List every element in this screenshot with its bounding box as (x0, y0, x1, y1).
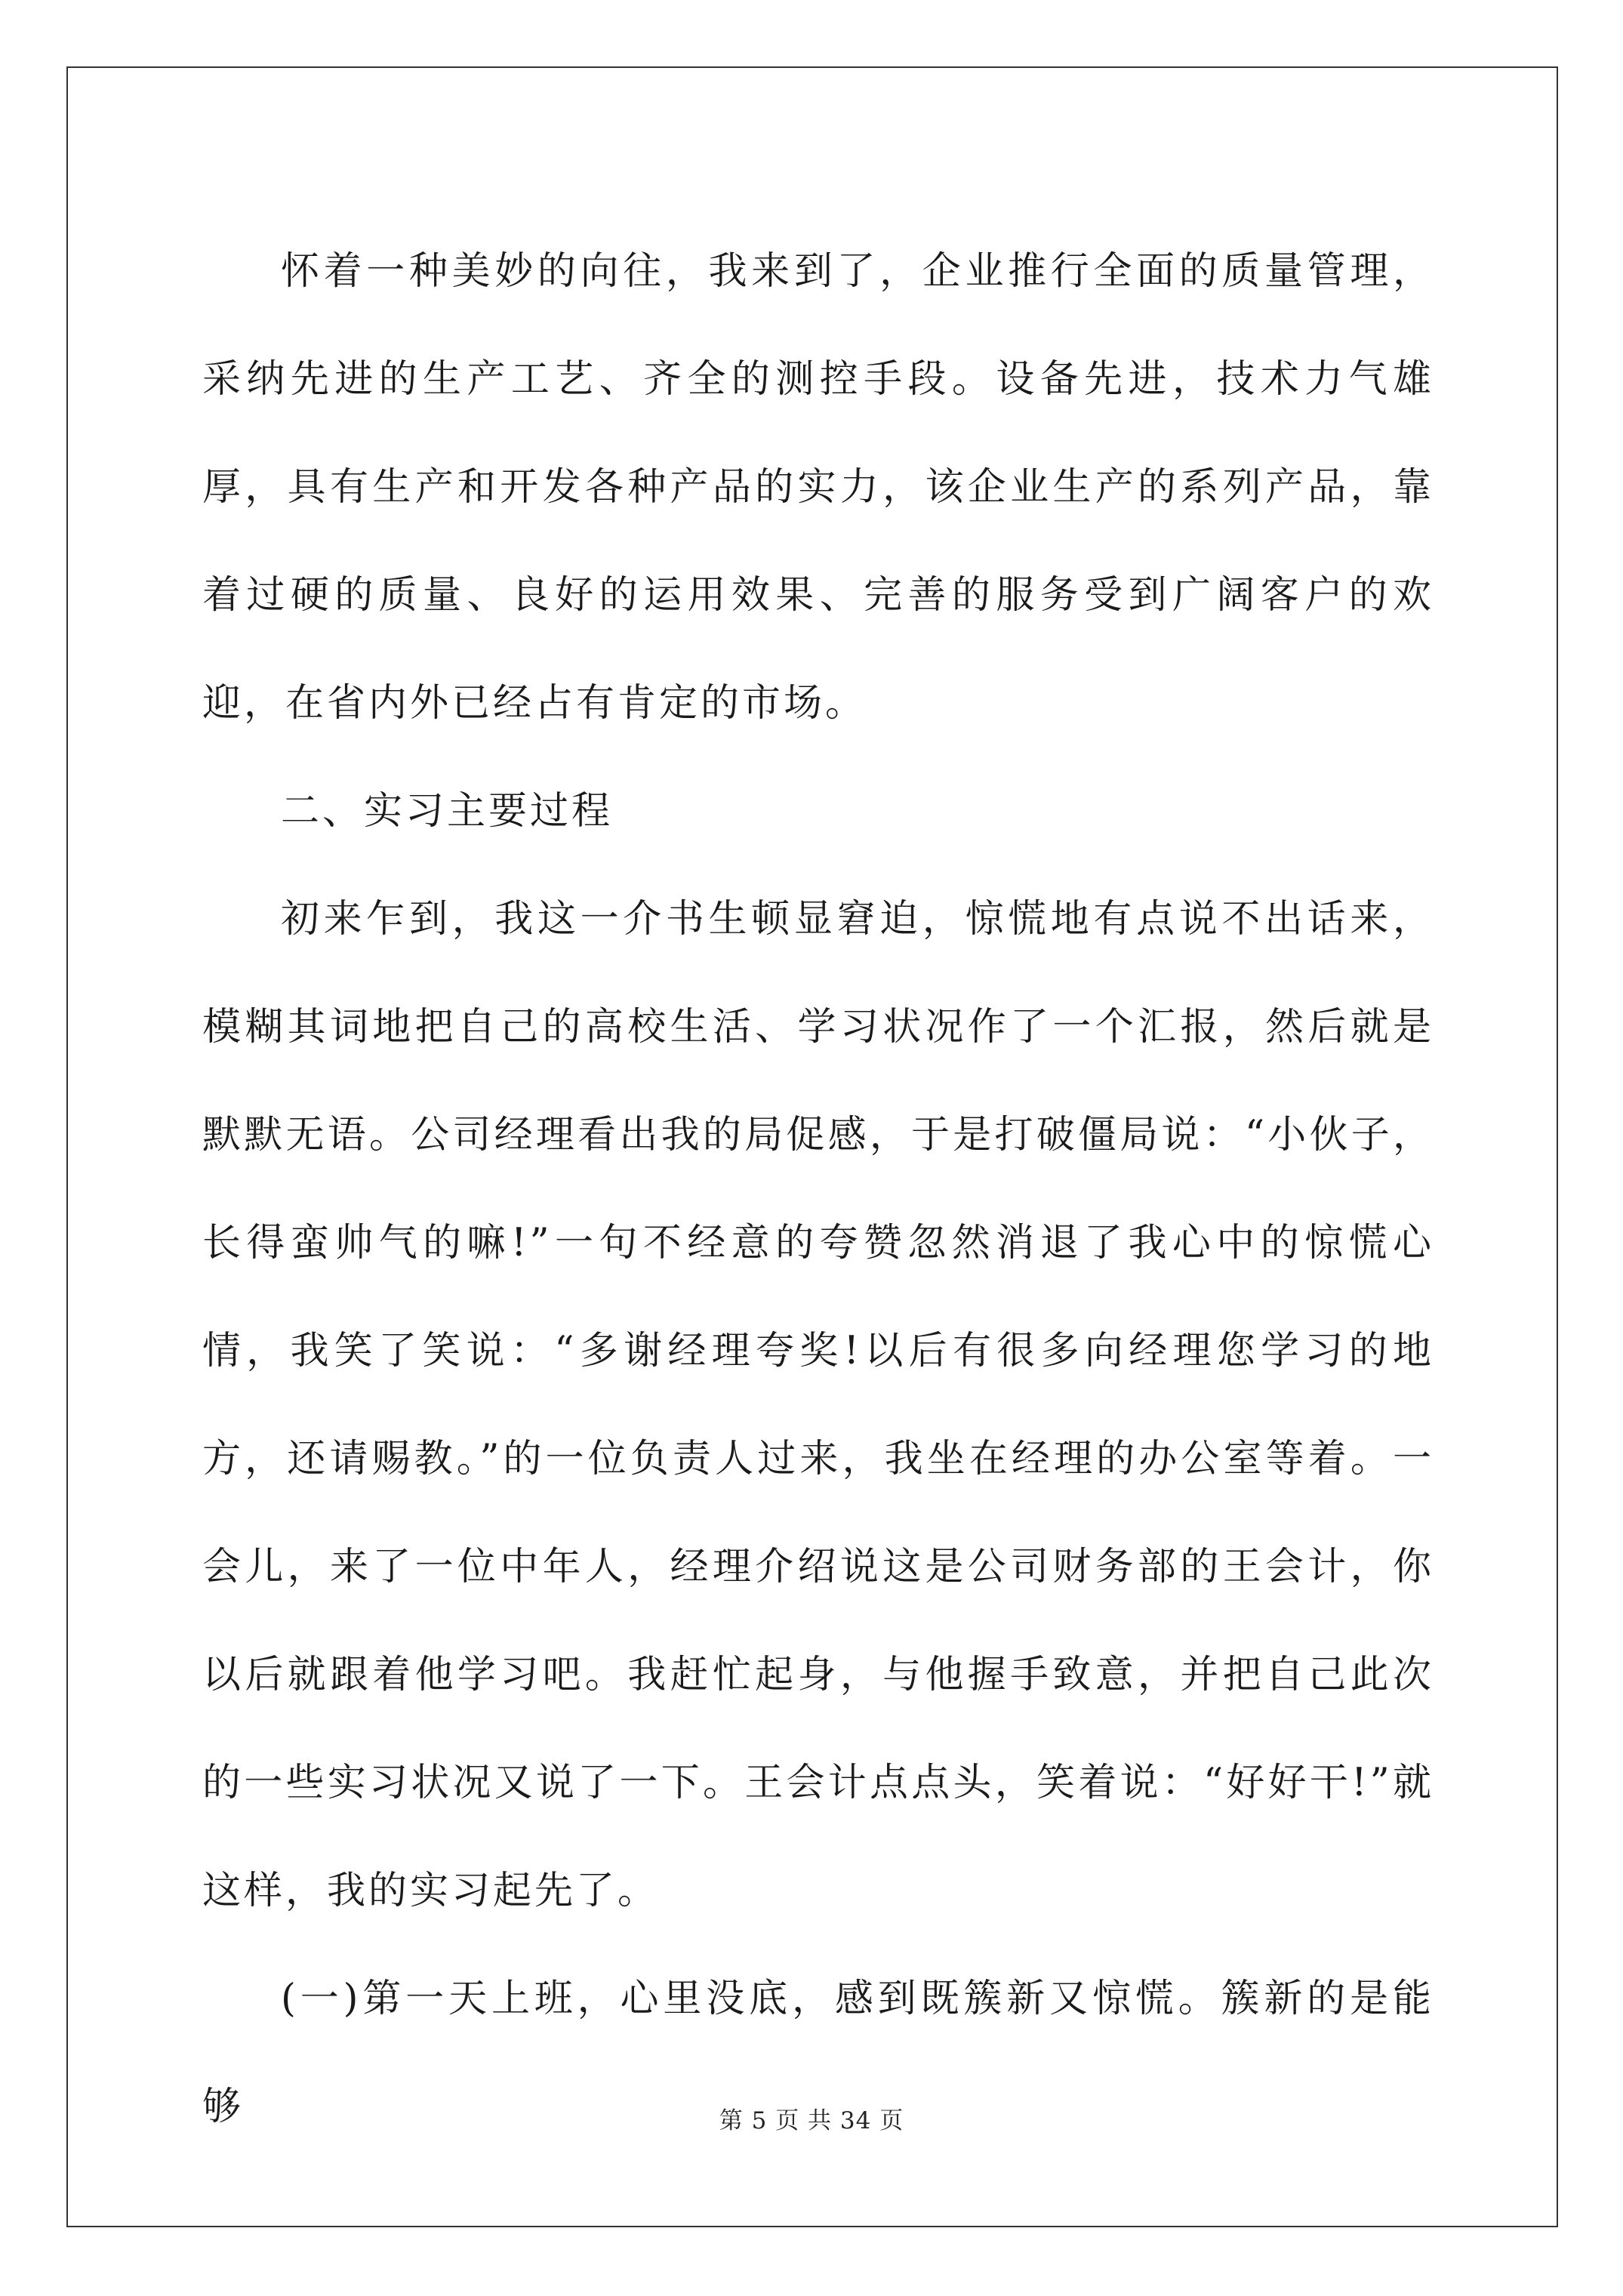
paragraph-first-arrival: 初来乍到，我这一介书生顿显窘迫，惊慌地有点说不出话来，模糊其词地把自己的高校生活、学习状况作了一个汇报，然后就是默默无语。公司经理看出我的局促感，于是打破僵局说：“小伙子，长得蛮帅气的嘛!”一句不经意的夸赞忽然消退了我心中的惊慌心情，我笑了笑说：“多谢经理夸奖!以后有很多向经理您学习的地方，还请赐教。”的一位负责人过来，我坐在经理的办公室等着。一会儿，来了一位中年人，经理介绍说这是公司财务部的王会计，你以后就跟着他学习吧。我赶忙起身，与他握手致意，并把自己此次的一些实习状况又说了一下。王会计点点头，笑着说：“好好干!”就这样，我的实习起先了。 (202, 897, 1434, 1913)
page-number-footer: 第 5 页 共 34 页 (719, 2107, 904, 2134)
section-heading-internship-process: 二、实习主要过程 (281, 789, 614, 834)
paragraph-first-day: (一)第一天上班，心里没底，感到既簇新又惊慌。簇新的是能够 (202, 1977, 1434, 2129)
paragraph-company-intro: 怀着一种美妙的向往，我来到了，企业推行全面的质量管理，采纳先进的生产工艺、齐全的测控手段。设备先进，技术力气雄厚，具有生产和开发各种产品的实力，该企业生产的系列产品，靠着过硬的质量、良好的运用效果、完善的服务受到广阔客户的欢迎，在省内外已经占有肯定的市场。 (202, 249, 1434, 726)
document-body (202, 217, 1434, 2161)
